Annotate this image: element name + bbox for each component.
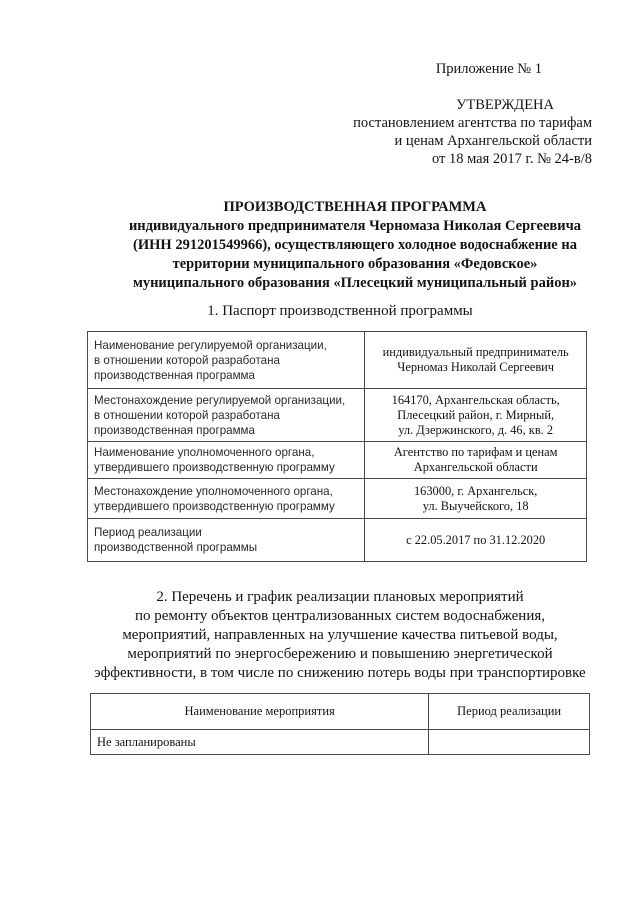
table-header-row [91, 694, 590, 730]
value-line: ул. Выучейского, 18 [422, 498, 529, 513]
section-2-heading [80, 588, 600, 683]
title-line-1: индивидуального предпринимателя Черномаза Николая Сергеевича [128, 218, 582, 234]
period-cell [429, 730, 590, 755]
label-line: Наименование уполномоченного органа, [94, 446, 315, 459]
section-2-line-2: по ремонту объектов централизованных систем водоснабжения, [134, 608, 545, 624]
label-line: Местонахождение уполномоченного органа, [94, 484, 333, 498]
table-row [88, 519, 587, 562]
column-header-event: Наименование мероприятия [91, 694, 429, 730]
appendix-number: Приложение № 1 [435, 61, 542, 77]
value-line: 164170, Архангельская область, [391, 392, 560, 407]
value-line: Агентство по тарифам и ценам [393, 445, 558, 459]
passport-label-cell [88, 519, 365, 562]
label-line: производственная программа [94, 368, 255, 382]
section-1-heading: 1. Паспорт производственной программы [207, 303, 473, 319]
label-line: Местонахождение регулируемой организации, [94, 393, 346, 407]
title-line-3: территории муниципального образования «Федовское» [172, 256, 538, 272]
approval-line-1: постановлением агентства по тарифам [353, 115, 592, 131]
passport-value-cell [365, 442, 587, 479]
event-cell: Не запланированы [91, 730, 429, 755]
label-line: в отношении которой разработана [94, 353, 280, 367]
approval-line-2: и ценам Архангельской области [394, 133, 592, 149]
title-line-4: муниципального образования «Плесецкий муниципальный район» [132, 275, 578, 291]
title-heading: ПРОИЗВОДСТВЕННАЯ ПРОГРАММА [223, 199, 487, 215]
events-table [90, 693, 590, 755]
value-line: Черномаз Николай Сергеевич [397, 360, 555, 374]
table-row [88, 332, 587, 389]
approved-stamp: УТВЕРЖДЕНА [456, 97, 554, 113]
passport-value-cell [365, 389, 587, 442]
section-2-line-3: мероприятий, направленных на улучшение качества питьевой воды, [122, 627, 558, 643]
approval-line-3: от 18 мая 2017 г. № 24-в/8 [431, 151, 592, 167]
value-line: Архангельской области [413, 460, 538, 474]
label-line: производственной программы [94, 541, 258, 554]
column-header-period: Период реализации [429, 694, 590, 730]
section-2-line-1: 2. Перечень и график реализации плановых мероприятий [156, 589, 524, 605]
label-line: утвердившего производственную программу [94, 461, 335, 474]
passport-value-cell [365, 332, 587, 389]
approval-block [330, 60, 592, 168]
passport-label-cell [88, 389, 365, 442]
passport-value-cell [365, 519, 587, 562]
table-row [88, 389, 587, 442]
document-title [100, 198, 610, 293]
passport-value-cell [365, 479, 587, 519]
value-line: индивидуальный предприниматель [382, 345, 569, 359]
section-2-line-5: эффективности, в том числе по снижению потерь воды при транспортировке [94, 665, 586, 681]
table-row [91, 730, 590, 755]
table-row [88, 442, 587, 479]
label-line: утвердившего производственную программу [94, 499, 335, 513]
table-row [88, 479, 587, 519]
value-line: 163000, г. Архангельск, [413, 483, 538, 498]
section-2-line-4: мероприятий по энергосбережению и повышению энергетической [127, 646, 553, 662]
passport-label-cell [88, 332, 365, 389]
passport-label-cell [88, 442, 365, 479]
label-line: Наименование регулируемой организации, [94, 338, 327, 352]
label-line: производственная программа [94, 423, 255, 437]
label-line: Период реализации [94, 526, 202, 539]
title-line-2: (ИНН 291201549966), осуществляющего холодное водоснабжение на [133, 237, 577, 253]
passport-label-cell [88, 479, 365, 519]
passport-table [87, 331, 587, 562]
value-line: с 22.05.2017 по 31.12.2020 [406, 532, 546, 547]
value-line: Плесецкий район, г. Мирный, [397, 407, 555, 422]
label-line: в отношении которой разработана [94, 408, 280, 422]
value-line: ул. Дзержинского, д. 46, кв. 2 [398, 422, 554, 437]
